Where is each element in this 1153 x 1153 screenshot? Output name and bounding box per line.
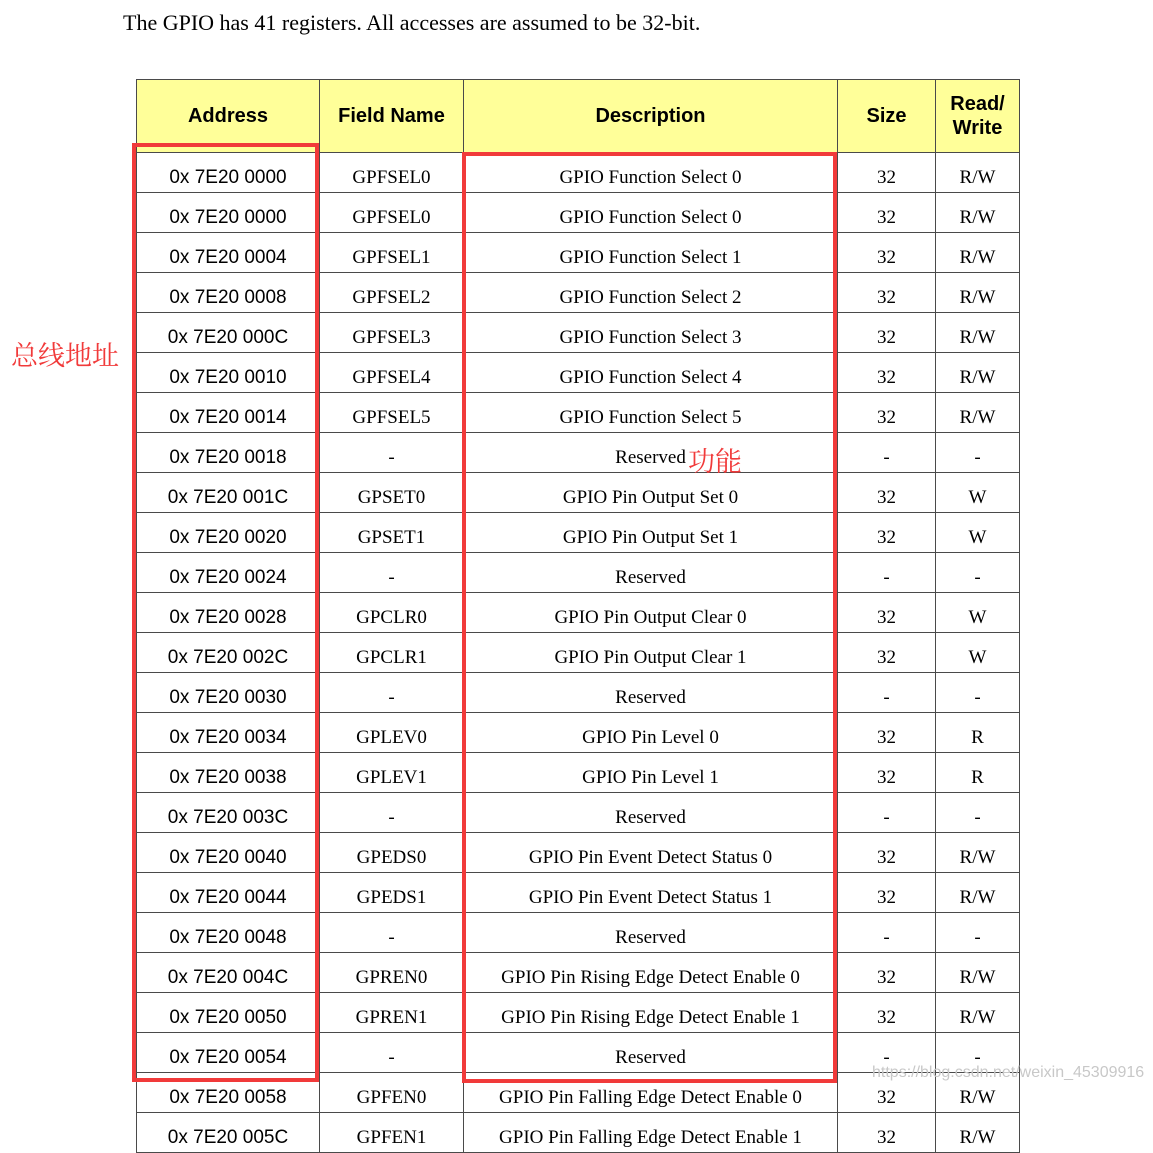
table-row	[137, 153, 1020, 193]
field-name-cell: GPCLR0	[320, 593, 464, 633]
description-cell: Reserved	[464, 553, 838, 593]
address-cell: 0x 7E20 0000	[137, 153, 320, 193]
description-cell: GPIO Pin Output Clear 1	[464, 633, 838, 673]
read-write-cell: R/W	[936, 193, 1020, 233]
description-cell: GPIO Pin Output Set 1	[464, 513, 838, 553]
description-cell: GPIO Function Select 4	[464, 353, 838, 393]
read-write-cell: R/W	[936, 1073, 1020, 1113]
description-cell: GPIO Function Select 0	[464, 153, 838, 193]
table-header-row	[137, 80, 1020, 153]
address-cell: 0x 7E20 0058	[137, 1073, 320, 1113]
read-write-cell: R/W	[936, 233, 1020, 273]
description-cell: Reserved	[464, 1033, 838, 1073]
description-cell: GPIO Pin Output Set 0	[464, 473, 838, 513]
description-cell: GPIO Function Select 3	[464, 313, 838, 353]
size-cell: -	[838, 673, 936, 713]
description-cell: GPIO Pin Falling Edge Detect Enable 1	[464, 1113, 838, 1153]
address-cell: 0x 7E20 001C	[137, 473, 320, 513]
field-name-cell: -	[320, 673, 464, 713]
field-name-cell: GPFSEL4	[320, 353, 464, 393]
size-cell: 32	[838, 833, 936, 873]
address-cell: 0x 7E20 0008	[137, 273, 320, 313]
size-cell: 32	[838, 473, 936, 513]
field-name-cell: -	[320, 913, 464, 953]
read-write-cell: W	[936, 513, 1020, 553]
size-cell: -	[838, 793, 936, 833]
address-cell: 0x 7E20 0048	[137, 913, 320, 953]
table-row	[137, 633, 1020, 673]
read-write-cell: R/W	[936, 953, 1020, 993]
read-write-cell: -	[936, 673, 1020, 713]
address-cell: 0x 7E20 0024	[137, 553, 320, 593]
size-cell: -	[838, 433, 936, 473]
description-cell: GPIO Function Select 0	[464, 193, 838, 233]
read-write-cell: -	[936, 793, 1020, 833]
address-cell: 0x 7E20 003C	[137, 793, 320, 833]
header-read-write-line1: Read/	[950, 93, 1005, 115]
description-cell: Reserved	[464, 913, 838, 953]
size-cell: 32	[838, 753, 936, 793]
size-cell: 32	[838, 633, 936, 673]
table-row	[137, 713, 1020, 753]
header-size: Size	[838, 80, 936, 153]
size-cell: 32	[838, 393, 936, 433]
description-cell: GPIO Pin Output Clear 0	[464, 593, 838, 633]
header-field-name: Field Name	[320, 80, 464, 153]
field-name-cell: -	[320, 793, 464, 833]
intro-text: The GPIO has 41 registers. All accesses are assumed to be 32-bit.	[123, 10, 701, 35]
table-row	[137, 473, 1020, 513]
read-write-cell: R/W	[936, 873, 1020, 913]
field-name-cell: GPFEN0	[320, 1073, 464, 1113]
field-name-cell: GPEDS1	[320, 873, 464, 913]
address-cell: 0x 7E20 0044	[137, 873, 320, 913]
field-name-cell: GPFSEL0	[320, 193, 464, 233]
size-cell: -	[838, 1033, 936, 1073]
field-name-cell: GPEDS0	[320, 833, 464, 873]
address-cell: 0x 7E20 0010	[137, 353, 320, 393]
field-name-cell: -	[320, 433, 464, 473]
field-name-cell: -	[320, 553, 464, 593]
size-cell: 32	[838, 1113, 936, 1153]
header-description: Description	[464, 80, 838, 153]
size-cell: 32	[838, 873, 936, 913]
watermark: https://blog.csdn.net/weixin_45309916	[872, 1064, 1145, 1081]
table-row	[137, 353, 1020, 393]
table-row	[137, 193, 1020, 233]
address-cell: 0x 7E20 000C	[137, 313, 320, 353]
read-write-cell: R/W	[936, 153, 1020, 193]
size-cell: -	[838, 913, 936, 953]
header-read-write	[936, 80, 1020, 153]
table-row	[137, 553, 1020, 593]
address-cell: 0x 7E20 0018	[137, 433, 320, 473]
read-write-cell: W	[936, 633, 1020, 673]
size-cell: 32	[838, 353, 936, 393]
field-name-cell: GPFSEL2	[320, 273, 464, 313]
size-cell: 32	[838, 593, 936, 633]
table-row	[137, 313, 1020, 353]
description-cell: GPIO Pin Rising Edge Detect Enable 0	[464, 953, 838, 993]
table-row	[137, 793, 1020, 833]
read-write-cell: -	[936, 913, 1020, 953]
address-cell: 0x 7E20 0050	[137, 993, 320, 1033]
address-cell: 0x 7E20 0040	[137, 833, 320, 873]
address-cell: 0x 7E20 0034	[137, 713, 320, 753]
read-write-cell: R/W	[936, 313, 1020, 353]
address-cell: 0x 7E20 0020	[137, 513, 320, 553]
read-write-cell: R/W	[936, 273, 1020, 313]
table-row	[137, 233, 1020, 273]
address-cell: 0x 7E20 0030	[137, 673, 320, 713]
description-cell: GPIO Function Select 1	[464, 233, 838, 273]
address-cell: 0x 7E20 0054	[137, 1033, 320, 1073]
description-cell: Reserved	[464, 793, 838, 833]
size-cell: 32	[838, 993, 936, 1033]
register-table-body	[137, 153, 1020, 1153]
description-cell: GPIO Pin Rising Edge Detect Enable 1	[464, 993, 838, 1033]
read-write-cell: R/W	[936, 393, 1020, 433]
table-row	[137, 833, 1020, 873]
field-name-cell: GPSET0	[320, 473, 464, 513]
read-write-cell: R/W	[936, 353, 1020, 393]
read-write-cell: R	[936, 713, 1020, 753]
table-row	[137, 513, 1020, 553]
field-name-cell: GPLEV0	[320, 713, 464, 753]
read-write-cell: -	[936, 433, 1020, 473]
field-name-cell: GPREN0	[320, 953, 464, 993]
table-row	[137, 393, 1020, 433]
read-write-cell: R	[936, 753, 1020, 793]
read-write-cell: R/W	[936, 1113, 1020, 1153]
description-cell: Reserved	[464, 673, 838, 713]
description-cell: GPIO Pin Falling Edge Detect Enable 0	[464, 1073, 838, 1113]
description-cell: Reserved	[464, 433, 838, 473]
field-name-cell: GPFSEL3	[320, 313, 464, 353]
size-cell: 32	[838, 233, 936, 273]
read-write-cell: R/W	[936, 833, 1020, 873]
address-cell: 0x 7E20 005C	[137, 1113, 320, 1153]
read-write-cell: W	[936, 473, 1020, 513]
description-cell: GPIO Pin Level 0	[464, 713, 838, 753]
table-row	[137, 953, 1020, 993]
table-row	[137, 593, 1020, 633]
function-annotation: 功能	[688, 447, 742, 478]
size-cell: 32	[838, 193, 936, 233]
table-row	[137, 993, 1020, 1033]
header-address: Address	[137, 80, 320, 153]
field-name-cell: GPFSEL1	[320, 233, 464, 273]
read-write-cell: W	[936, 593, 1020, 633]
field-name-cell: GPREN1	[320, 993, 464, 1033]
table-row	[137, 873, 1020, 913]
address-cell: 0x 7E20 0014	[137, 393, 320, 433]
address-cell: 0x 7E20 0000	[137, 193, 320, 233]
size-cell: 32	[838, 1073, 936, 1113]
description-cell: GPIO Pin Event Detect Status 1	[464, 873, 838, 913]
size-cell: 32	[838, 153, 936, 193]
read-write-cell: R/W	[936, 993, 1020, 1033]
size-cell: 32	[838, 713, 936, 753]
read-write-cell: -	[936, 553, 1020, 593]
size-cell: -	[838, 553, 936, 593]
read-write-cell: -	[936, 1033, 1020, 1073]
table-row	[137, 1113, 1020, 1153]
field-name-cell: GPFSEL5	[320, 393, 464, 433]
field-name-cell: GPFEN1	[320, 1113, 464, 1153]
address-cell: 0x 7E20 002C	[137, 633, 320, 673]
field-name-cell: GPLEV1	[320, 753, 464, 793]
description-cell: GPIO Pin Event Detect Status 0	[464, 833, 838, 873]
address-cell: 0x 7E20 0004	[137, 233, 320, 273]
size-cell: 32	[838, 953, 936, 993]
register-table	[136, 79, 1020, 1153]
address-cell: 0x 7E20 0038	[137, 753, 320, 793]
field-name-cell: GPSET1	[320, 513, 464, 553]
description-cell: GPIO Pin Level 1	[464, 753, 838, 793]
description-cell: GPIO Function Select 2	[464, 273, 838, 313]
bus-address-annotation: 总线地址	[11, 341, 119, 372]
table-row	[137, 673, 1020, 713]
field-name-cell: GPCLR1	[320, 633, 464, 673]
table-row	[137, 913, 1020, 953]
field-name-cell: -	[320, 1033, 464, 1073]
address-cell: 0x 7E20 004C	[137, 953, 320, 993]
table-row	[137, 273, 1020, 313]
header-read-write-line2: Write	[952, 117, 1003, 139]
description-cell: GPIO Function Select 5	[464, 393, 838, 433]
address-cell: 0x 7E20 0028	[137, 593, 320, 633]
size-cell: 32	[838, 313, 936, 353]
table-row	[137, 433, 1020, 473]
size-cell: 32	[838, 513, 936, 553]
table-row	[137, 753, 1020, 793]
field-name-cell: GPFSEL0	[320, 153, 464, 193]
size-cell: 32	[838, 273, 936, 313]
